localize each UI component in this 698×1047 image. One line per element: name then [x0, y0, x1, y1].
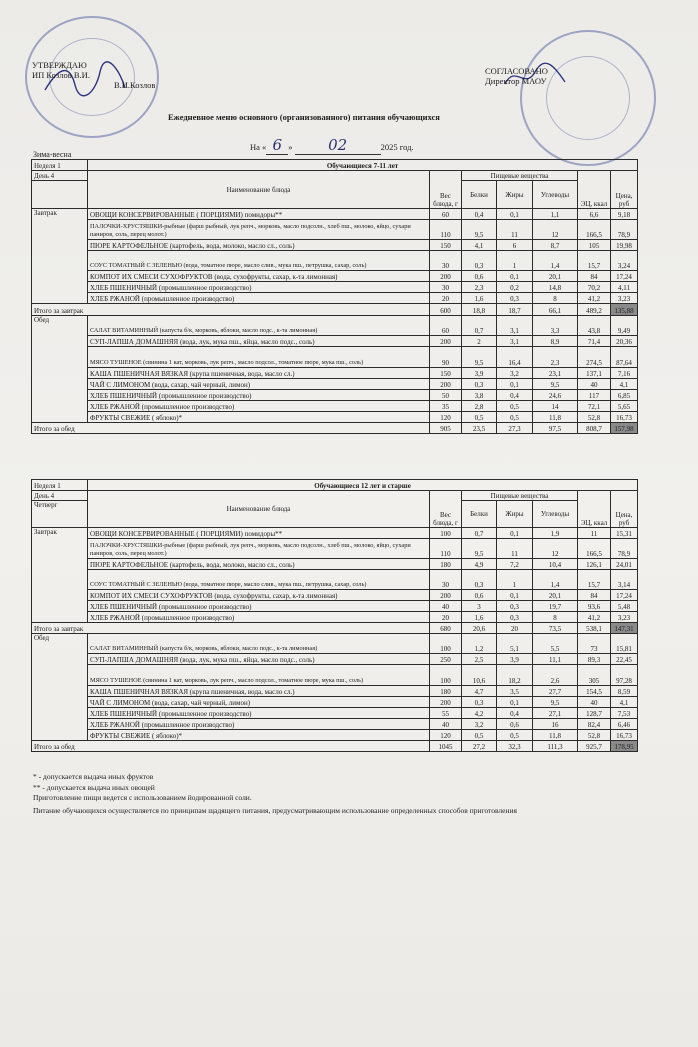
dish-f: 0,1	[497, 271, 533, 282]
date-day: 6	[266, 136, 288, 155]
dish-p: 9,5	[462, 347, 497, 368]
group-title: Обучающиеся 7-11 лет	[88, 160, 638, 171]
dish-name: ПАЛОЧКИ-ХРУСТЯШКИ-рыбные (фарш рыбный, лук репч., морковь, масло подсолн., хлеб пш., молоко, яйцо, сухари паниров, соль, перец молот.)	[88, 539, 430, 559]
dish-c: 1,4	[533, 570, 578, 590]
dish-e: 84	[578, 271, 611, 282]
dish-w: 55	[430, 708, 462, 719]
dish-pr: 9,18	[611, 209, 638, 220]
dish-name: ОВОЩИ КОНСЕРВИРОВАННЫЕ ( ПОРЦИЯМИ) помидоры**	[88, 528, 430, 539]
dish-row	[32, 293, 638, 304]
dish-c: 11,8	[533, 412, 578, 423]
fat-header: Жиры	[497, 501, 533, 528]
dish-row	[32, 282, 638, 293]
dish-name: ХЛЕБ РЖАНОЙ (промышленное производство)	[88, 719, 430, 730]
dish-e: 166,5	[578, 539, 611, 559]
dish-e: 40	[578, 379, 611, 390]
price-header: Цена, руб	[611, 171, 638, 209]
dish-e: 11	[578, 528, 611, 539]
dish-e: 128,7	[578, 708, 611, 719]
dish-pr: 16,73	[611, 412, 638, 423]
document-date: На « 6 » 02 2025 год.	[250, 136, 414, 154]
dish-pr: 8,59	[611, 686, 638, 697]
note-vegetables: ** - допускается выдача иных овощей	[33, 782, 155, 792]
week-cell: Неделя 1	[32, 480, 88, 491]
dish-c: 20,1	[533, 590, 578, 601]
dish-p: 4,1	[462, 240, 497, 251]
dish-e: 117	[578, 390, 611, 401]
dish-e: 105	[578, 240, 611, 251]
round-seal-right	[520, 30, 656, 166]
dish-c: 8	[533, 612, 578, 623]
date-month: 02	[295, 136, 381, 155]
dish-c: 11,8	[533, 730, 578, 741]
dish-w: 60	[430, 316, 462, 336]
season-label: Зима-весна	[33, 150, 72, 159]
dish-p: 2	[462, 336, 497, 347]
dish-row	[32, 336, 638, 347]
dish-pr: 7,53	[611, 708, 638, 719]
dish-p: 2,5	[462, 654, 497, 665]
dish-row	[32, 220, 638, 240]
dish-p: 4,2	[462, 708, 497, 719]
dish-f: 3,1	[497, 336, 533, 347]
dish-f: 0,5	[497, 730, 533, 741]
dish-c: 14	[533, 401, 578, 412]
dish-pr: 3,24	[611, 251, 638, 271]
dish-w: 120	[430, 730, 462, 741]
dish-row	[32, 390, 638, 401]
dish-pr: 3,14	[611, 570, 638, 590]
document-title: Ежедневное меню основного (организованного) питания обучающихся	[168, 112, 440, 122]
dish-e: 52,8	[578, 730, 611, 741]
dish-f: 3,2	[497, 368, 533, 379]
breakfast-total-row: Итого за завтрак 680 20,6 20 73,5 538,1 147,31	[32, 623, 638, 634]
dish-f: 0,4	[497, 708, 533, 719]
dish-name: СУП-ЛАПША ДОМАШНЯЯ (вода, лук, мука пш., яйца, масло подс., соль)	[88, 336, 430, 347]
dish-e: 82,4	[578, 719, 611, 730]
dish-f: 11	[497, 539, 533, 559]
dish-f: 11	[497, 220, 533, 240]
dish-row	[32, 240, 638, 251]
energy-header: ЭЦ, ккал	[578, 171, 611, 209]
dish-f: 0,5	[497, 401, 533, 412]
dish-pr: 17,24	[611, 590, 638, 601]
dish-e: 43,8	[578, 316, 611, 336]
dish-c: 2,6	[533, 665, 578, 686]
dish-e: 15,7	[578, 251, 611, 271]
footnotes	[33, 772, 517, 816]
menu-table-7-11	[31, 159, 638, 434]
dish-p: 3,8	[462, 390, 497, 401]
dish-pr: 9,49	[611, 316, 638, 336]
dish-c: 24,6	[533, 390, 578, 401]
day-cell: День 4	[32, 491, 88, 501]
dish-pr: 6,46	[611, 719, 638, 730]
dish-name: ХЛЕБ ПШЕНИЧНЫЙ (промышленное производство)	[88, 282, 430, 293]
dish-row	[32, 730, 638, 741]
dish-pr: 15,81	[611, 634, 638, 654]
note-iodized-salt: Приготовление пищи ведется с использованием йодированной соли.	[33, 793, 252, 802]
dish-p: 1,2	[462, 634, 497, 654]
dish-f: 0,5	[497, 412, 533, 423]
dish-c: 2,3	[533, 347, 578, 368]
dish-row	[32, 412, 638, 423]
dish-f: 0,3	[497, 601, 533, 612]
carbs-header: Углеводы	[533, 181, 578, 209]
dish-c: 3,3	[533, 316, 578, 336]
dish-e: 72,1	[578, 401, 611, 412]
note-gentle-nutrition: Питание обучающихся осуществляется по принципам щадящего питания, предусматривающим использование определенных способов приготовления	[33, 805, 517, 815]
dish-f: 0,6	[497, 719, 533, 730]
dish-c: 27,7	[533, 686, 578, 697]
dish-w: 180	[430, 686, 462, 697]
dish-pr: 4,11	[611, 282, 638, 293]
dish-c: 8,7	[533, 240, 578, 251]
dish-e: 166,5	[578, 220, 611, 240]
breakfast-label: Завтрак	[32, 209, 88, 304]
dish-row	[32, 697, 638, 708]
dish-e: 71,4	[578, 336, 611, 347]
dish-p: 0,3	[462, 697, 497, 708]
dish-e: 52,8	[578, 412, 611, 423]
weekday-cell: Четверг	[32, 501, 88, 528]
approval-block	[32, 60, 155, 90]
dish-name: ХЛЕБ ПШЕНИЧНЫЙ (промышленное производство)	[88, 708, 430, 719]
dish-e: 41,2	[578, 612, 611, 623]
dish-f: 3,9	[497, 654, 533, 665]
carbs-header: Углеводы	[533, 501, 578, 528]
dish-pr: 20,36	[611, 336, 638, 347]
dish-e: 15,7	[578, 570, 611, 590]
dish-name: КАША ПШЕНИЧНАЯ ВЯЗКАЯ (крупа пшеничная, вода, масло сл.)	[88, 368, 430, 379]
dish-w: 150	[430, 240, 462, 251]
dish-c: 19,7	[533, 601, 578, 612]
dish-pr: 5,48	[611, 601, 638, 612]
dish-row	[32, 665, 638, 686]
dish-row	[32, 686, 638, 697]
agree-title: СОГЛАСОВАНО	[485, 66, 548, 76]
dish-w: 200	[430, 336, 462, 347]
dish-p: 2,8	[462, 401, 497, 412]
dish-w: 110	[430, 220, 462, 240]
dish-c: 1,9	[533, 528, 578, 539]
dish-e: 137,1	[578, 368, 611, 379]
dish-w: 200	[430, 379, 462, 390]
dish-e: 41,2	[578, 293, 611, 304]
dish-name: ХЛЕБ ПШЕНИЧНЫЙ (промышленное производство)	[88, 601, 430, 612]
dish-f: 3,5	[497, 686, 533, 697]
dish-p: 9,5	[462, 539, 497, 559]
dish-name: ХЛЕБ РЖАНОЙ (промышленное производство)	[88, 293, 430, 304]
dish-name: КАША ПШЕНИЧНАЯ ВЯЗКАЯ (крупа пшеничная, вода, масло сл.)	[88, 686, 430, 697]
dish-p: 9,5	[462, 220, 497, 240]
dish-name: ПАЛОЧКИ-ХРУСТЯШКИ-рыбные (фарш рыбный, лук репч., морковь, масло подсолн., хлеб пш., молоко, яйцо, сухари паниров, соль, перец молот.)	[88, 220, 430, 240]
dish-p: 3,9	[462, 368, 497, 379]
note-fruits: * - допускается выдача иных фруктов	[33, 772, 154, 781]
fat-header: Жиры	[497, 181, 533, 209]
dish-c: 8,9	[533, 336, 578, 347]
dish-name: ФРУКТЫ СВЕЖИЕ ( яблоко)*	[88, 412, 430, 423]
dish-row	[32, 347, 638, 368]
dish-pr: 7,16	[611, 368, 638, 379]
dish-pr: 97,28	[611, 665, 638, 686]
dish-p: 2,3	[462, 282, 497, 293]
dish-row	[32, 559, 638, 570]
dish-c: 23,1	[533, 368, 578, 379]
dish-name: МЯСО ТУШЕНОЕ (свинина 1 кат, морковь, лук репч., масло подсол., томатное пюре, мука пш., соль)	[88, 665, 430, 686]
dish-w: 20	[430, 293, 462, 304]
dish-f: 1	[497, 251, 533, 271]
dish-c: 5,5	[533, 634, 578, 654]
dish-row	[32, 634, 638, 654]
dish-pr: 3,23	[611, 293, 638, 304]
energy-header: ЭЦ, ккал	[578, 491, 611, 528]
dish-c: 14,8	[533, 282, 578, 293]
dish-row	[32, 590, 638, 601]
dish-c: 12	[533, 220, 578, 240]
dish-c: 1,4	[533, 251, 578, 271]
dish-pr: 16,73	[611, 730, 638, 741]
dish-f: 0,4	[497, 390, 533, 401]
dish-p: 0,6	[462, 271, 497, 282]
dish-pr: 17,24	[611, 271, 638, 282]
lunch-label: Обед	[32, 316, 88, 423]
dish-name: ЧАЙ С ЛИМОНОМ (вода, сахар, чай черный, лимон)	[88, 379, 430, 390]
dish-e: 154,5	[578, 686, 611, 697]
dish-e: 84	[578, 590, 611, 601]
agree-person: Директор МАОУ	[485, 76, 547, 86]
dish-row	[32, 209, 638, 220]
dish-w: 35	[430, 401, 462, 412]
dish-c: 1,1	[533, 209, 578, 220]
dish-e: 305	[578, 665, 611, 686]
dish-p: 0,3	[462, 379, 497, 390]
dish-e: 73	[578, 634, 611, 654]
dish-row	[32, 379, 638, 390]
dish-w: 200	[430, 590, 462, 601]
dish-pr: 15,31	[611, 528, 638, 539]
dish-c: 11,1	[533, 654, 578, 665]
lunch-total-row: Итого за обед 905 23,5 27,3 97,5 808,7 157,98	[32, 423, 638, 434]
dish-f: 1	[497, 570, 533, 590]
dish-name: САЛАТ ВИТАМИННЫЙ (капуста б/к, морковь, яблоки, масло подс., к-та лимонная)	[88, 634, 430, 654]
dish-name: ХЛЕБ РЖАНОЙ (промышленное производство)	[88, 612, 430, 623]
dish-name: ОВОЩИ КОНСЕРВИРОВАННЫЕ ( ПОРЦИЯМИ) помидоры**	[88, 209, 430, 220]
dish-name: ХЛЕБ РЖАНОЙ (промышленное производство)	[88, 401, 430, 412]
dish-c: 9,5	[533, 379, 578, 390]
dish-pr: 4,1	[611, 697, 638, 708]
dish-name: СОУС ТОМАТНЫЙ С ЗЕЛЕНЬЮ (вода, томатное пюре, масло слив., мука пш., петрушка, сахар, соль)	[88, 251, 430, 271]
dish-pr: 78,9	[611, 539, 638, 559]
breakfast-label: Завтрак	[32, 528, 88, 623]
dish-w: 120	[430, 412, 462, 423]
dish-name: ФРУКТЫ СВЕЖИЕ ( яблоко)*	[88, 730, 430, 741]
dish-pr: 5,65	[611, 401, 638, 412]
dish-w: 150	[430, 368, 462, 379]
dish-w: 30	[430, 251, 462, 271]
dish-c: 8	[533, 293, 578, 304]
dish-f: 0,2	[497, 282, 533, 293]
menu-table-12-plus	[31, 479, 638, 752]
dish-p: 0,4	[462, 209, 497, 220]
dish-name-header: Наименование блюда	[88, 171, 430, 209]
dish-f: 0,3	[497, 612, 533, 623]
dish-row	[32, 539, 638, 559]
weight-header: Вес блюда, г	[430, 491, 462, 528]
dish-name: КОМПОТ ИХ СМЕСИ СУХОФРУКТОВ (вода, сухофрукты, сахар, к-та лимонная)	[88, 590, 430, 601]
dish-name-header: Наименование блюда	[88, 491, 430, 528]
dish-f: 0,1	[497, 697, 533, 708]
dish-pr: 6,85	[611, 390, 638, 401]
dish-c: 12	[533, 539, 578, 559]
dish-w: 40	[430, 601, 462, 612]
dish-p: 0,5	[462, 412, 497, 423]
dish-pr: 19,98	[611, 240, 638, 251]
dish-w: 30	[430, 282, 462, 293]
dish-pr: 22,45	[611, 654, 638, 665]
dish-c: 9,5	[533, 697, 578, 708]
dish-row	[32, 719, 638, 730]
dish-e: 40	[578, 697, 611, 708]
dish-w: 200	[430, 271, 462, 282]
dish-w: 110	[430, 539, 462, 559]
week-cell: Неделя 1	[32, 160, 88, 171]
dish-row	[32, 401, 638, 412]
dish-row	[32, 528, 638, 539]
dish-p: 4,9	[462, 559, 497, 570]
dish-p: 0,6	[462, 590, 497, 601]
dish-name: ПЮРЕ КАРТОФЕЛЬНОЕ (картофель, вода, молоко, масло сл., соль)	[88, 559, 430, 570]
dish-w: 40	[430, 719, 462, 730]
dish-e: 274,5	[578, 347, 611, 368]
dish-p: 0,3	[462, 570, 497, 590]
weight-header: Вес блюда, г	[430, 171, 462, 209]
dish-name: ХЛЕБ ПШЕНИЧНЫЙ (промышленное производство)	[88, 390, 430, 401]
dish-p: 10,6	[462, 665, 497, 686]
dish-name: КОМПОТ ИХ СМЕСИ СУХОФРУКТОВ (вода, сухофрукты, сахар, к-та лимонная)	[88, 271, 430, 282]
lunch-label: Обед	[32, 634, 88, 741]
dish-p: 1,6	[462, 293, 497, 304]
dish-c: 27,1	[533, 708, 578, 719]
dish-p: 0,5	[462, 730, 497, 741]
dish-w: 60	[430, 209, 462, 220]
dish-f: 7,2	[497, 559, 533, 570]
dish-w: 100	[430, 634, 462, 654]
dish-p: 0,7	[462, 316, 497, 336]
dish-w: 250	[430, 654, 462, 665]
dish-name: СОУС ТОМАТНЫЙ С ЗЕЛЕНЬЮ (вода, томатное пюре, масло слив., мука пш., петрушка, сахар, соль)	[88, 570, 430, 590]
dish-row	[32, 570, 638, 590]
dish-f: 0,1	[497, 379, 533, 390]
dish-w: 180	[430, 559, 462, 570]
dish-p: 1,6	[462, 612, 497, 623]
dish-p: 4,7	[462, 686, 497, 697]
dish-e: 93,6	[578, 601, 611, 612]
approve-person: ИП Козлов В.И.	[32, 70, 90, 80]
dish-row	[32, 316, 638, 336]
dish-pr: 78,9	[611, 220, 638, 240]
day-cell: День 4	[32, 171, 88, 181]
dish-c: 16	[533, 719, 578, 730]
dish-p: 3	[462, 601, 497, 612]
lunch-total-row: Итого за обед 1045 27,2 32,3 111,3 925,7 178,95	[32, 741, 638, 752]
nutrients-header: Пищевые вещества	[462, 491, 578, 501]
dish-name: ПЮРЕ КАРТОФЕЛЬНОЕ (картофель, вода, молоко, масло сл., соль)	[88, 240, 430, 251]
dish-e: 126,1	[578, 559, 611, 570]
dish-name: ЧАЙ С ЛИМОНОМ (вода, сахар, чай черный, лимон)	[88, 697, 430, 708]
dish-w: 100	[430, 528, 462, 539]
dish-c: 10,4	[533, 559, 578, 570]
protein-header: Белки	[462, 181, 497, 209]
dish-f: 0,3	[497, 293, 533, 304]
dish-row	[32, 368, 638, 379]
dish-w: 200	[430, 697, 462, 708]
dish-e: 6,6	[578, 209, 611, 220]
approve-title: УТВЕРЖДАЮ	[32, 60, 87, 70]
breakfast-total-row: Итого за завтрак 600 18,8 18,7 66,1 489,2 135,88	[32, 304, 638, 316]
dish-e: 70,2	[578, 282, 611, 293]
dish-p: 3,2	[462, 719, 497, 730]
dish-p: 0,7	[462, 528, 497, 539]
dish-row	[32, 612, 638, 623]
dish-f: 16,4	[497, 347, 533, 368]
price-header: Цена, руб	[611, 491, 638, 528]
approve-signature: В.И.Козлов	[114, 80, 156, 90]
dish-e: 89,3	[578, 654, 611, 665]
dish-pr: 3,23	[611, 612, 638, 623]
dish-pr: 4,1	[611, 379, 638, 390]
dish-w: 20	[430, 612, 462, 623]
dish-w: 30	[430, 570, 462, 590]
dish-c: 20,1	[533, 271, 578, 282]
dish-w: 90	[430, 347, 462, 368]
dish-row	[32, 708, 638, 719]
dish-row	[32, 271, 638, 282]
dish-name: САЛАТ ВИТАМИННЫЙ (капуста б/к, морковь, яблоки, масло подс., к-та лимонная)	[88, 316, 430, 336]
dish-row	[32, 654, 638, 665]
dish-f: 6	[497, 240, 533, 251]
dish-f: 0,1	[497, 528, 533, 539]
dish-row	[32, 251, 638, 271]
dish-f: 0,1	[497, 209, 533, 220]
dish-f: 18,2	[497, 665, 533, 686]
dish-name: СУП-ЛАПША ДОМАШНЯЯ (вода, лук, мука пш., яйца, масло подс., соль)	[88, 654, 430, 665]
dish-f: 3,1	[497, 316, 533, 336]
nutrients-header: Пищевые вещества	[462, 171, 578, 181]
dish-f: 5,1	[497, 634, 533, 654]
dish-w: 50	[430, 390, 462, 401]
dish-w: 100	[430, 665, 462, 686]
dish-p: 0,3	[462, 251, 497, 271]
dish-pr: 87,64	[611, 347, 638, 368]
group-title: Обучающиеся 12 лет и старше	[88, 480, 638, 491]
agreement-block	[485, 66, 548, 86]
dish-pr: 24,01	[611, 559, 638, 570]
dish-f: 0,1	[497, 590, 533, 601]
protein-header: Белки	[462, 501, 497, 528]
dish-row	[32, 601, 638, 612]
dish-name: МЯСО ТУШЕНОЕ (свинина 1 кат, морковь, лук репч., масло подсол., томатное пюре, мука пш., соль)	[88, 347, 430, 368]
